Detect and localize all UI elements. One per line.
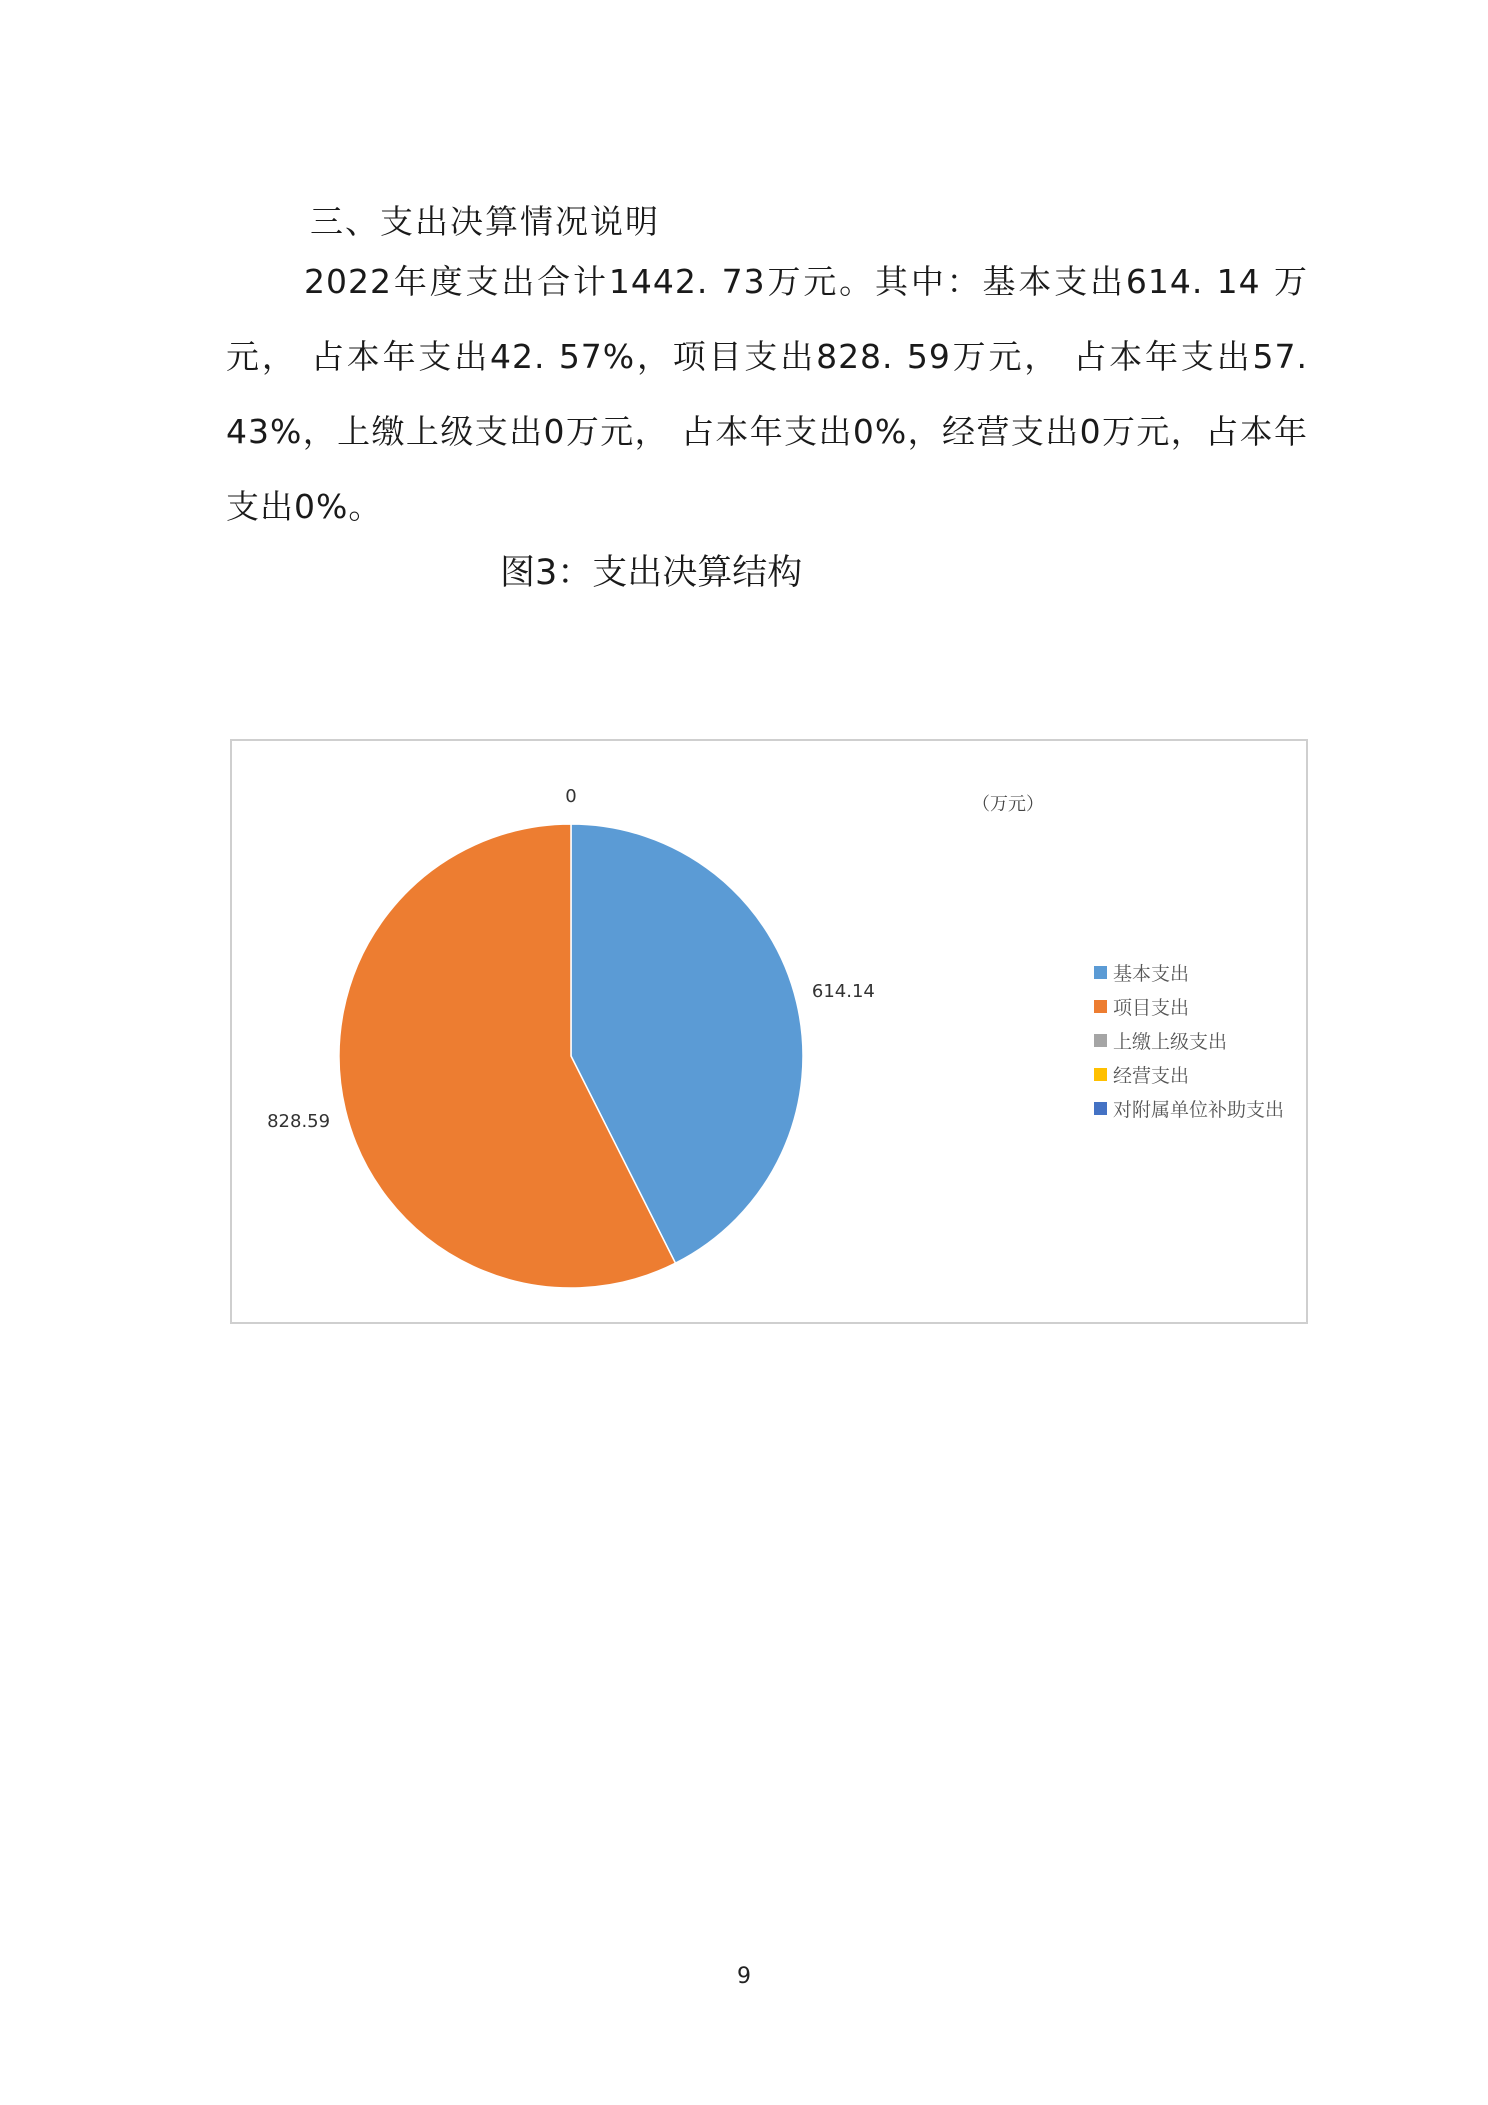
section-heading: 三、支出决算情况说明 xyxy=(310,202,660,241)
legend-item-2 xyxy=(1094,989,1284,1023)
legend-swatch xyxy=(1094,1068,1107,1081)
figure-caption: 图3：支出决算结构 xyxy=(500,553,803,593)
expenditure-summary-paragraph: 2022年度支出合计1442. 73万元。其中：基本支出614. 14 万元， 占本年支出42. 57%，项目支出828. 59万元， 占本年支出57. 43%，上缴上级支出0万元， 占本年支出0%，经营支出0万元，占本年支出0%。 xyxy=(226,262,1308,526)
legend-label: 项目支出 xyxy=(1113,996,1190,1019)
legend-label: 经营支出 xyxy=(1113,1064,1190,1087)
data-label-2: 828.59 xyxy=(267,1110,331,1132)
pie-chart xyxy=(230,739,1308,1324)
legend-swatch xyxy=(1094,1102,1107,1115)
legend-item-5 xyxy=(1094,1091,1284,1125)
data-label-1: 614.14 xyxy=(811,981,875,1003)
legend-swatch xyxy=(1094,1034,1107,1047)
page-number: 9 xyxy=(737,1964,751,1989)
legend-label: 基本支出 xyxy=(1113,962,1190,985)
data-label-zero: 0 xyxy=(565,786,577,807)
chart-unit-label: （万元） xyxy=(972,794,1044,815)
legend-item-1 xyxy=(1094,955,1284,989)
chart-legend xyxy=(1094,955,1284,1125)
legend-item-3 xyxy=(1094,1023,1284,1057)
legend-label: 对附属单位补助支出 xyxy=(1113,1098,1285,1121)
legend-item-4 xyxy=(1094,1057,1284,1091)
legend-label: 上缴上级支出 xyxy=(1113,1030,1228,1053)
legend-swatch xyxy=(1094,966,1107,979)
legend-swatch xyxy=(1094,1000,1107,1013)
